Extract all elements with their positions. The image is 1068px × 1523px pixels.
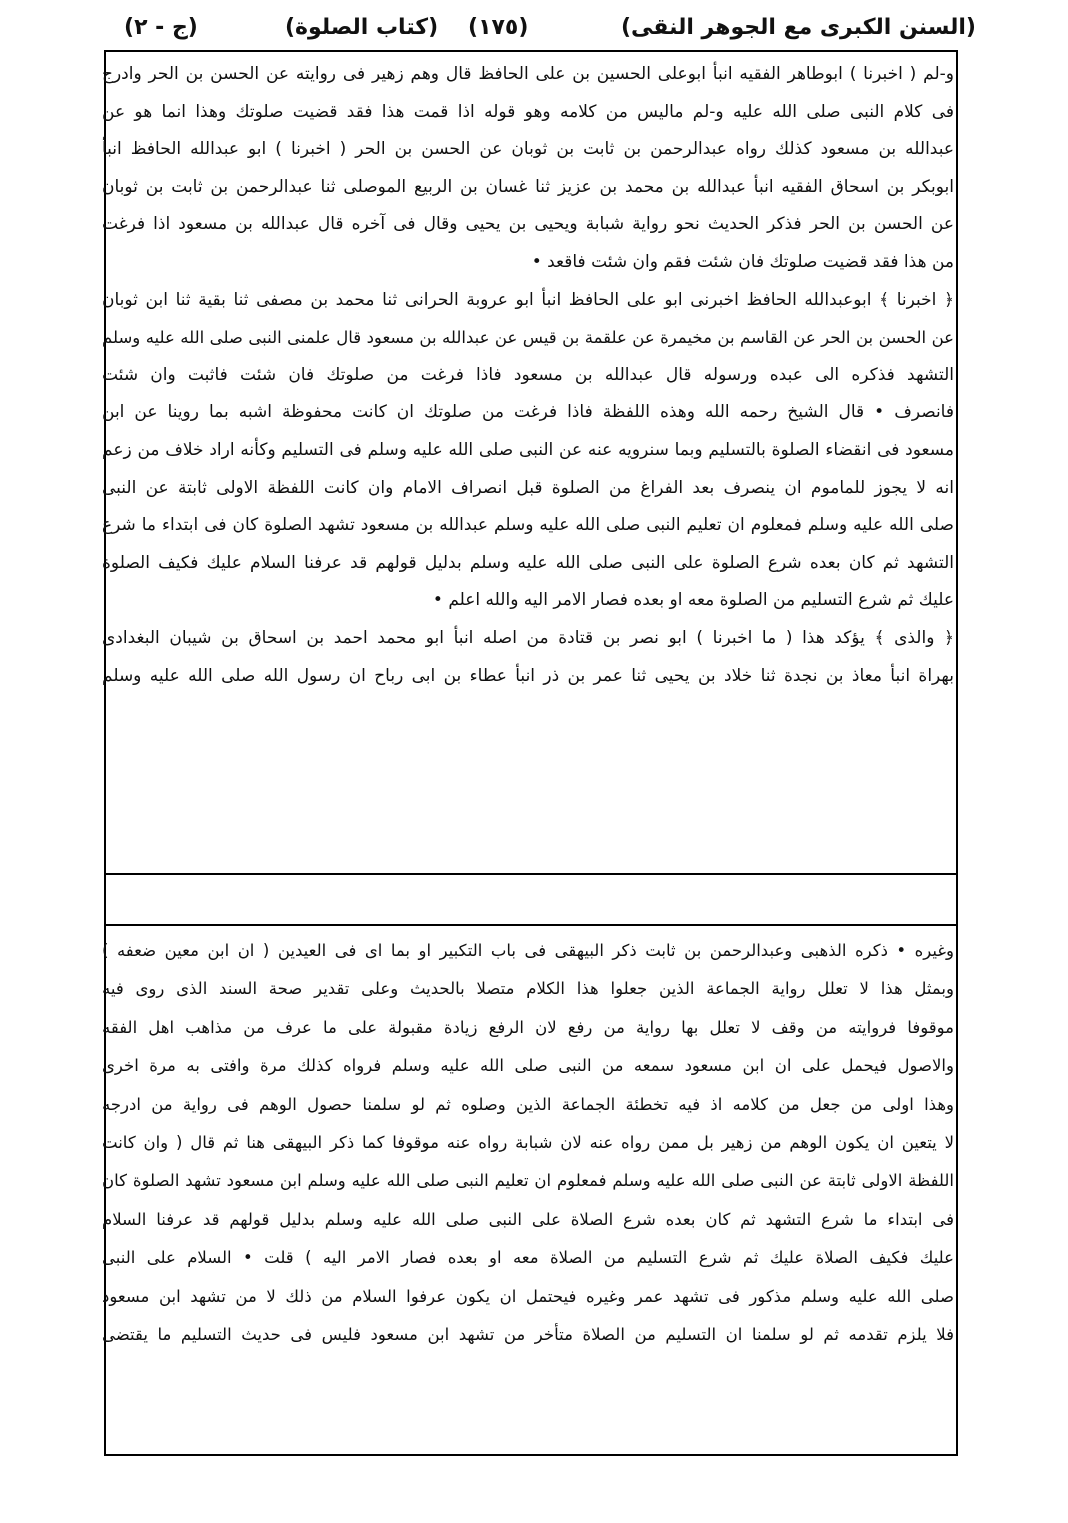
main-text bbox=[102, 56, 954, 695]
main-line: انه لا يجوز للماموم ان ينصرف بعد الفراغ من الصلوة قبل انصراف الامام وان كانت اللفظة الاولى ثابتة عن النبى bbox=[102, 477, 954, 498]
footnote-line: اللفظة الاولى ثابتة عن النبى صلى الله عليه وسلم فمعلوم ان تعليم النبى صلى الله عليه وسلم ابن مسعود تشهد الصلوة كان bbox=[102, 1171, 954, 1191]
main-line: صلى الله عليه وسلم فمعلوم ان تعليم النبى صلى الله عليه وسلم عبدالله بن مسعود تشهد الصلوة كان فى ابتداء ما شرع bbox=[102, 515, 954, 536]
footnote-line: لا يتعين ان يكون الوهم من زهير بل ممن رواه عنه لان شبابة رواه عنه موقوفا كما ذكر البيهقى هنا ثم قال ( وان كانت bbox=[102, 1132, 954, 1152]
footnote-text bbox=[102, 932, 954, 1354]
main-line: عبدالله بن مسعود كذلك رواه عبدالرحمن بن ثابت بن ثوبان عن الحسن بن الحر ( اخبرنا ) ابو عبدالله الحافظ انبأ bbox=[102, 139, 954, 160]
footnote-line: فلا يلزم تقدمه ثم لو سلمنا ان التسليم من الصلاة متأخر من تشهد ابن مسعود فليس فى حديث التسليم ما يقتضى bbox=[102, 1324, 954, 1344]
page-number: (١٧٥) bbox=[468, 15, 529, 40]
footnote-line: موقوفا فروايته من وقف لا تعلل بها رواية من رفع لان الرفع زيادة مقبولة على ما عرف من مذاهب اهل الفقه bbox=[102, 1017, 954, 1037]
chapter-title: (كتاب الصلوة) bbox=[285, 15, 439, 40]
main-line: عن الحسن بن الحر عن القاسم بن مخيمرة عن علقمة بن قيس عن عبدالله بن مسعود قال علمنى النبى صلى الله عليه وسلم bbox=[102, 328, 954, 348]
footnote-line: وهذا اولى من جعل من كلامه اذ فيه تخطئة الجماعة الذين وصلوه ثم لو سلمنا حصول الوهم فى رواية من ادرجه bbox=[102, 1094, 954, 1114]
running-title: (السنن الكبرى مع الجوهر النقى) bbox=[620, 15, 976, 40]
footnote-divider-bottom bbox=[106, 924, 956, 926]
footnote-line: والاصول فيحمل على ان ابن مسعود سمعه من النبى صلى الله عليه وسلم فرواه كذلك مرة وافتى به مرة اخرى bbox=[102, 1056, 954, 1076]
footnote-line: عليك فكيف الصلاة عليك ثم شرع التسليم من الصلاة معه او بعده فصار الامر اليه ) قلت • السلام على النبى bbox=[102, 1248, 954, 1268]
main-line: عليك ثم شرع التسليم من الصلوة معه او بعده فصار الامر اليه والله اعلم • bbox=[432, 590, 954, 611]
main-line: ﴿ والذى ﴾ يؤكد هذا ( ما اخبرنا ) ابو نصر بن قتادة من اصله انبأ ابو محمد احمد بن اسحاق بن شيبان البغدادى bbox=[102, 627, 954, 648]
main-line: التشهد فذكره الى عبده ورسوله قال عبدالله بن مسعود فاذا فرغت من صلوتك فان شئت فاثبت وان شئت bbox=[102, 364, 954, 385]
main-line: بهراة انبأ معاذ بن نجدة ثنا خلاد بن يحيى ثنا عمر بن ذر انبأ عطاء بن ابى رباح ان رسول الله صلى الله عليه وسلم bbox=[102, 665, 954, 686]
footnote-divider-top bbox=[106, 873, 956, 875]
page-header bbox=[0, 8, 1068, 48]
footnote-line: وغيره • ذكره الذهبى وعبدالرحمن بن ثابت ذكر البيهقى فى باب التكبير او بما اى فى العيدين ( ان ابن معين ضعفه ) bbox=[102, 941, 954, 960]
main-line: عن الحسن بن الحر فذكر الحديث نحو رواية شبابة ويحيى بن يحيى وقال فى آخره قال عبدالله بن مسعود اذا فرغت bbox=[102, 214, 954, 235]
volume-number: (ج - ٢) bbox=[124, 15, 198, 40]
footnote-line: وبمثل هذا لا تعلل رواية الجماعة الذين جعلوا هذا الكلام متصلا بالحديث وعلى تقدير صحة السند الذى روى فيه bbox=[102, 979, 954, 999]
main-line: ﴿ اخبرنا ﴾ ابوعبدالله الحافظ اخبرنى ابو على الحافظ انبأ ابو عروبة الحرانى ثنا محمد بن مصفى ثنا بقية ثنا ابن ثوبان bbox=[102, 289, 954, 310]
main-line: التشهد ثم كان بعده شرع الصلوة على النبى صلى الله عليه وسلم بدليل قولهم قد عرفنا السلام عليك فكيف الصلوة bbox=[102, 552, 954, 573]
main-line: من هذا فقد قضيت صلوتك فان شئت فقم وان شئت فاقعد • bbox=[531, 251, 954, 272]
main-line: و-لم ( اخبرنا ) ابوطاهر الفقيه انبأ ابوعلى الحسين بن على الحافظ قال وهم زهير فى روايته عن الحسن بن الحر وادرج bbox=[102, 64, 954, 84]
footnote-line: صلى الله عليه وسلم مذكور فى تشهد عمر وغيره فيحتمل ان يكون عرفوا السلام من ذلك لا من تشهد ابن مسعود bbox=[102, 1286, 954, 1306]
main-line: ابوبكر بن اسحاق الفقيه انبأ عبدالله بن محمد بن عزيز ثنا غسان بن الربيع الموصلى ثنا عبدالرحمن بن ثابت بن ثوبان bbox=[102, 176, 954, 197]
main-line: فى كلام النبى صلى الله عليه و-لم ماليس من كلامه وهو قوله اذا قمت هذا فقد قضيت صلوتك وهذا انما هو عن bbox=[102, 101, 954, 122]
main-line: فانصرف • قال الشيخ رحمه الله وهذه اللفظة فاذا فرغت من صلوتك ان كانت محفوظة اشبه بما روينا عن ابن bbox=[102, 402, 954, 423]
main-line: مسعود فى انقضاء الصلوة بالتسليم وبما سنرويه عنه عن النبى صلى الله عليه وسلم فى التسليم وكأنه اراد خلاف من زعم bbox=[102, 439, 954, 460]
footnote-line: فى ابتداء ما شرع التشهد ثم كان بعده شرع الصلاة على النبى صلى الله عليه وسلم بدليل قولهم قد عرفنا السلام bbox=[102, 1209, 954, 1229]
